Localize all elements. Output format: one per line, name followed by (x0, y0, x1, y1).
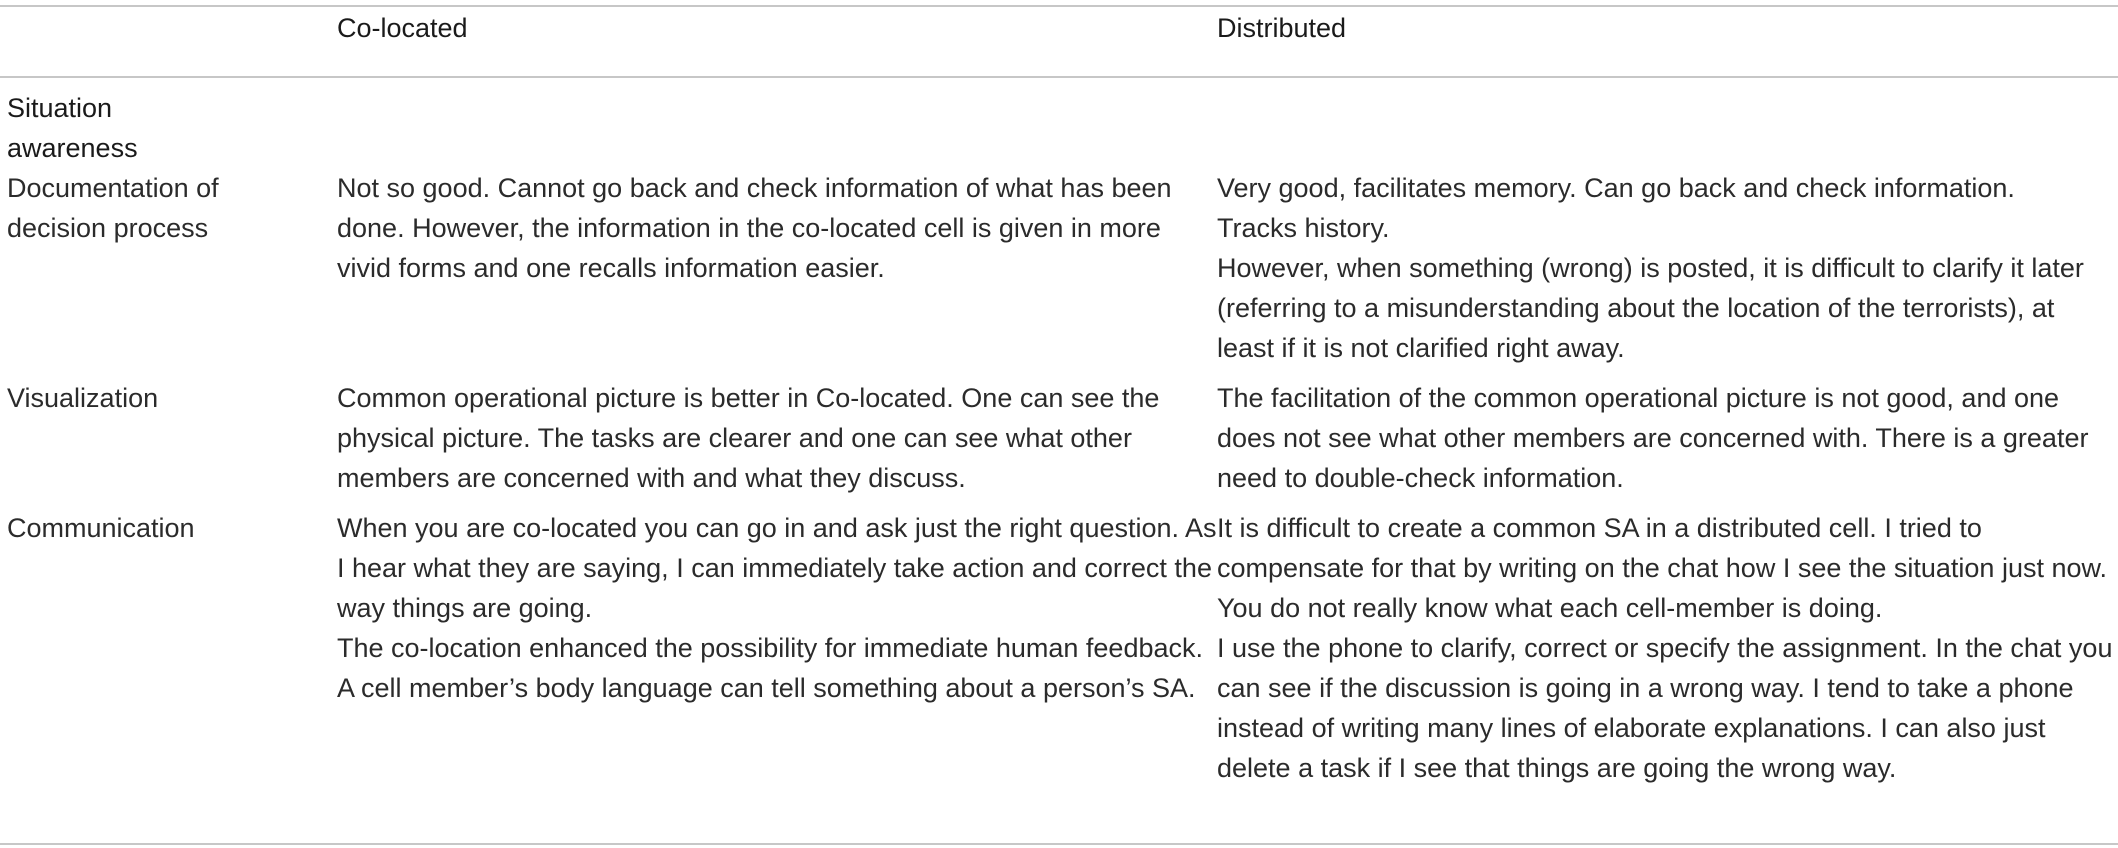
cell-distributed: The facilitation of the common operational picture is not good, and one does not see what other members are concerned with. There is a greater need to double-check information. (1217, 383, 2089, 493)
table-bottom-rule (0, 843, 2118, 845)
table-row (0, 508, 2118, 798)
cell-distributed: Very good, facilitates memory. Can go back and check information. Tracks history. However, when something (wrong) is posted, it is difficult to clarify it later (referring to a misunderstanding about the location of the terrorists), at least if it is not clarified right away. (1217, 173, 2084, 363)
section-row (0, 76, 2118, 168)
table-row (0, 378, 2118, 508)
header-row (0, 8, 2118, 76)
section-title: Situation awareness (7, 93, 138, 163)
row-label: Visualization (7, 383, 159, 413)
comparison-table (0, 8, 2118, 798)
header-colocated: Co-located (337, 13, 468, 43)
cell-distributed: It is difficult to create a common SA in a distributed cell. I tried to compensate for that by writing on the chat how I see the situation just now. You do not really know what each cell-member is doing. I use the phone to clarify, correct or specify the assignment. In the chat you can see if the discussion is going in a wrong way. I tend to take a phone instead of writing many lines of elaborate explanations. I can also just delete a task if I see that things are going the wrong way. (1217, 513, 2113, 783)
cell-colocated: When you are co-located you can go in and ask just the right question. As I hear what they are saying, I can immediately take action and correct the way things are going. The co-location enhanced the possibility for immediate human feedback. A cell member’s body language can tell something about a person’s SA. (337, 513, 1217, 703)
table-row (0, 168, 2118, 378)
cell-colocated: Not so good. Cannot go back and check information of what has been done. However, the information in the co-located cell is given in more vivid forms and one recalls information easier. (337, 173, 1172, 283)
row-label: Documentation of decision process (7, 173, 219, 243)
header-distributed: Distributed (1217, 13, 1347, 43)
cell-colocated: Common operational picture is better in Co-located. One can see the physical picture. The tasks are clearer and one can see what other members are concerned with and what they discuss. (337, 383, 1160, 493)
header-empty (0, 8, 337, 76)
row-label: Communication (7, 513, 195, 543)
table-top-rule (0, 5, 2118, 7)
